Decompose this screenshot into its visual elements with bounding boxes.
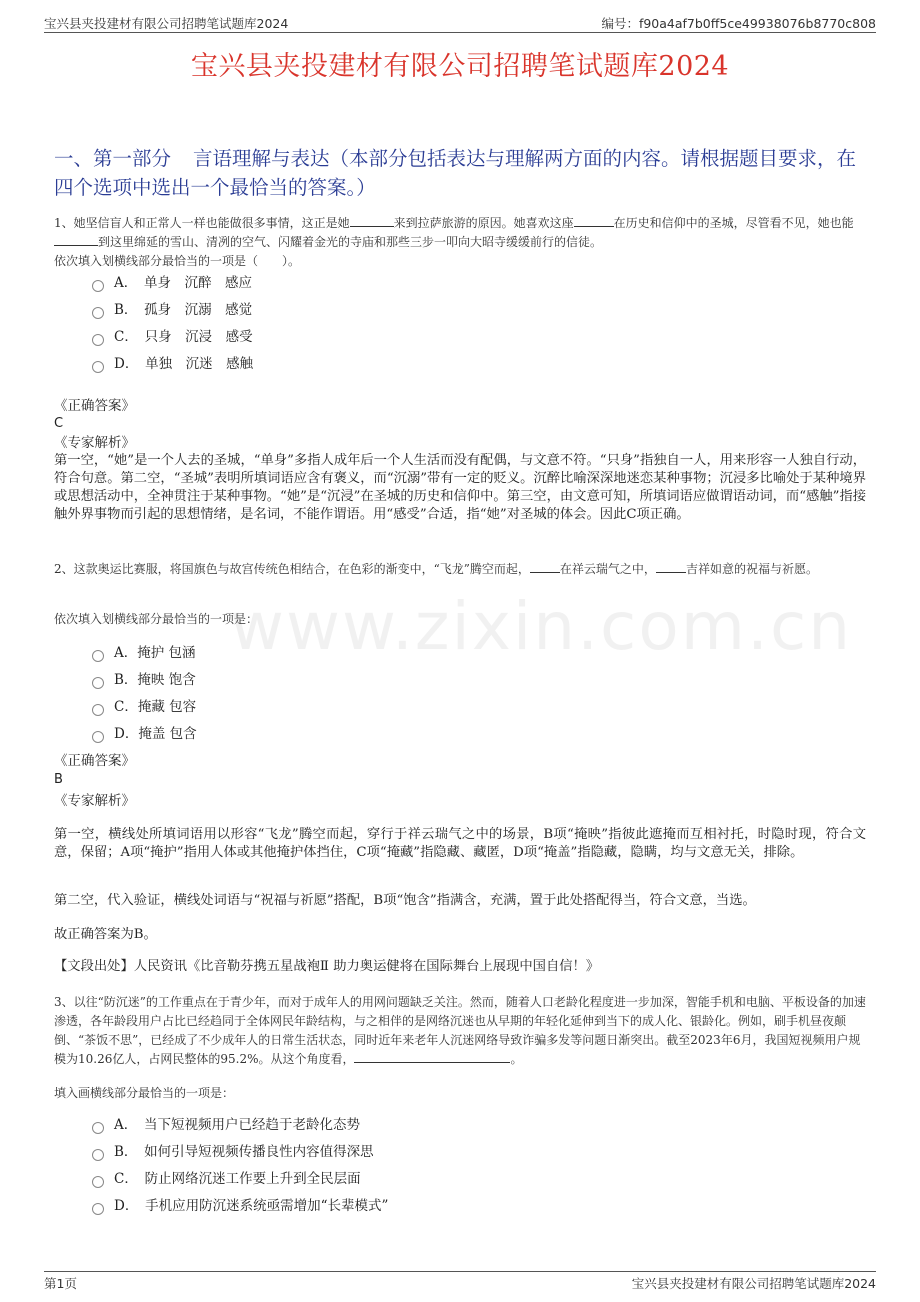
radio-icon[interactable] — [92, 704, 104, 716]
analysis-paragraph-2: 第二空，代入验证，横线处词语与“祝福与祈愿”搭配，B项“饱含”指满含，充满，置于此处搭配得当，符合文意，当选。 — [54, 893, 756, 908]
analysis-text: 第一空，“她”是一个人去的圣城，“单身”多指人成年后一个人生活而没有配偶，与文意不符。“只身”指独自一人，用来形容一人独自行动，符合句意。第二空，“圣城”表明所填词语应含有褒义，而“沉溺”带有一定的贬义。沉醉比喻深深地迷恋某种事物；沉浸多比喻处于某种境界或思想活动中，全神贯注于某种事物。“她”是“沉浸”在圣城的历史和信仰中。第三空，由文意可知，所填词语应做谓语动词，而“感触”指接触外界事物而引起的思想情绪，是名词，不能作谓语。用“感受”合适，指“她”对圣城的体会。因此C项正确。 — [54, 453, 867, 522]
header-doc-id: 编号：f90a4af7b0ff5ce49938076b8770c808 — [601, 16, 876, 31]
answer-label: 《正确答案》 — [54, 753, 135, 769]
blank — [354, 1051, 510, 1063]
radio-icon[interactable] — [92, 361, 104, 373]
analysis-label: 《专家解析》 — [54, 793, 135, 809]
question-1-text: 1、她坚信盲人和正常人一样也能做很多事情，这正是她 来到拉萨旅游的原因。她喜欢这座 在历史和信仰中的圣城，尽管看不见，她也能到这里绵延的雪山、清冽的空气、闪耀着金光的寺庙和那些三步一叩向大昭寺缓缓前行的信徒。 — [54, 216, 854, 249]
radio-icon[interactable] — [92, 1176, 104, 1188]
question-2-prompt: 依次填入划横线部分最恰当的一项是： — [54, 612, 259, 626]
section-heading — [54, 144, 866, 202]
radio-icon[interactable] — [92, 307, 104, 319]
radio-icon[interactable] — [92, 650, 104, 662]
answer-value: B — [54, 772, 63, 787]
blank — [656, 561, 686, 573]
analysis-paragraph-1: 第一空，横线处所填词语用以形容“飞龙”腾空而起，穿行于祥云瑞气之中的场景，B项“掩映”指彼此遮掩而互相衬托，时隐时现，符合文意，保留；A项“掩护”指用人体或其他掩护体挡住，C项“掩藏”指隐藏、藏匿，D项“掩盖”指隐藏，隐瞒，均与文意无关，排除。 — [54, 827, 866, 860]
page-header — [44, 12, 876, 33]
radio-icon[interactable] — [92, 1203, 104, 1215]
question-1-prompt: 依次填入划横线部分最恰当的一项是（ ）。 — [54, 254, 301, 268]
page-footer — [44, 1271, 876, 1292]
watermark: www.zixin.com.cn — [230, 588, 853, 665]
answer-label: 《正确答案》 — [54, 398, 135, 414]
radio-icon[interactable] — [92, 731, 104, 743]
radio-icon[interactable] — [92, 280, 104, 292]
header-title: 宝兴县夹投建材有限公司招聘笔试题库2024 — [44, 16, 289, 31]
question-3-prompt: 填入画横线部分最恰当的一项是： — [54, 1086, 235, 1100]
radio-icon[interactable] — [92, 1149, 104, 1161]
page-number: 第1页 — [44, 1276, 77, 1291]
source-citation: 【文段出处】人民资讯《比音勒芬携五星战袍Ⅱ 助力奥运健将在国际舞台上展现中国自信！》 — [54, 959, 600, 974]
blank — [530, 561, 560, 573]
blank — [350, 215, 394, 227]
blank — [574, 215, 614, 227]
section-description: 言语理解与表达（本部分包括表达与理解两方面的内容。请根据题目要求，在四个选项中选出一个最恰当的答案。） — [54, 147, 857, 199]
question-3-text: 3、以往“防沉迷”的工作重点在于青少年，而对于成年人的用网问题缺乏关注。然而，随着人口老龄化程度进一步加深，智能手机和电脑、平板设备的加速渗透，各年龄段用户占比已经趋同于全体网民年龄结构，与之相伴的是网络沉迷也从早期的年轻化延伸到当下的成人化、银龄化。例如，刷手机昼夜颠倒、“茶饭不思”，已经成了不少成年人的日常生活状态，同时近年来老年人沉迷网络导致诈骗多发等问题日渐突出。截至2023年6月，我国短视频用户规模为10.26亿人，占网民整体的95.2%。从这个角度看， 。 — [54, 995, 866, 1066]
page-title: 宝兴县夹投建材有限公司招聘笔试题库2024 — [190, 51, 730, 82]
question-2-text: 2、这款奥运比赛服，将国旗色与故宫传统色相结合，在色彩的渐变中，“飞龙”腾空而起， 在祥云瑞气之中， 吉祥如意的祝福与祈愿。 — [54, 562, 818, 576]
blank — [54, 234, 98, 246]
footer-title: 宝兴县夹投建材有限公司招聘笔试题库2024 — [631, 1276, 876, 1291]
section-part-label: 一、第一部分 — [54, 147, 172, 170]
analysis-paragraph-3: 故正确答案为B。 — [54, 927, 157, 942]
answer-value: C — [54, 416, 64, 431]
radio-icon[interactable] — [92, 1122, 104, 1134]
radio-icon[interactable] — [92, 334, 104, 346]
radio-icon[interactable] — [92, 677, 104, 689]
analysis-label: 《专家解析》 — [54, 435, 135, 451]
